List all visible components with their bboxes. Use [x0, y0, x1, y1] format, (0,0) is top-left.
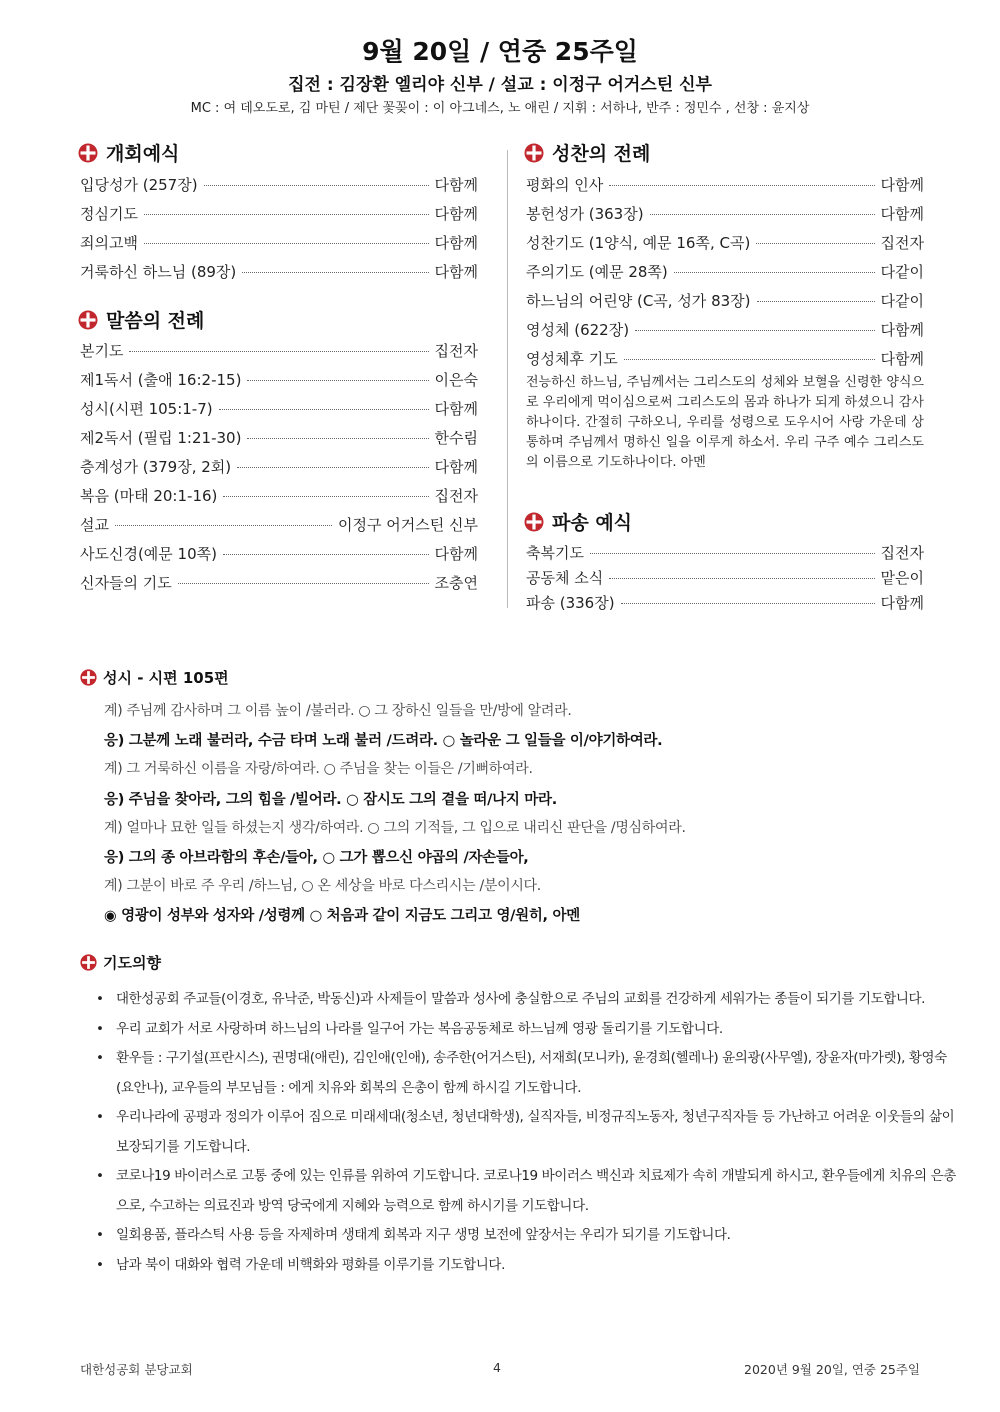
- leader-dots: [650, 214, 875, 215]
- leader-dots: [757, 301, 875, 302]
- liturgy-item: 복음 (마태 20:1-16): [80, 487, 218, 505]
- liturgy-row: [526, 542, 924, 567]
- liturgy-row: [80, 398, 478, 427]
- red-cross-icon: [78, 143, 98, 163]
- red-cross-icon: [80, 669, 97, 686]
- intention-item: • 우리 교회가 서로 사랑하며 하느님의 나라를 일구어 가는 복음공동체로 하느님께 영광 돌리기를 기도합니다.: [96, 1015, 956, 1045]
- liturgy-role: 다함께: [434, 205, 478, 223]
- intention-item: • 코로나19 바이러스로 고통 중에 있는 인류를 위하여 기도합니다. 코로나19 바이러스 백신과 치료제가 속히 개발되게 하시고, 환우들에게 치유의 은총으로, 수고하는 의료진과 방역 당국에게 지혜와 능력으로 함께 하시기를 기도합니다.: [96, 1162, 956, 1221]
- psalm-line: 계) 주님께 감사하며 그 이름 높이 /불러라. ○ 그 장하신 일들을 만/방에 알려라.: [104, 703, 572, 719]
- leader-dots: [609, 185, 874, 186]
- liturgy-item: 봉헌성가 (363장): [526, 205, 644, 223]
- liturgy-role: 다함께: [880, 321, 924, 339]
- leader-dots: [635, 330, 874, 331]
- leader-dots: [144, 214, 429, 215]
- liturgy-item: 설교: [80, 516, 109, 534]
- leader-dots: [237, 467, 428, 468]
- section-gathering-title: 개회예식: [106, 143, 180, 165]
- liturgy-item: 제2독서 (필립 1:21-30): [80, 429, 242, 447]
- intentions-title: 기도의향: [103, 954, 161, 972]
- leader-dots: [223, 496, 428, 497]
- red-cross-icon: [80, 954, 97, 971]
- column-divider: [507, 150, 508, 608]
- liturgy-item: 하느님의 어린양 (C곡, 성가 83장): [526, 292, 751, 310]
- word-list: [80, 340, 478, 601]
- liturgy-role: 다같이: [880, 292, 924, 310]
- leader-dots: [178, 583, 429, 584]
- liturgy-role: 다함께: [434, 234, 478, 252]
- liturgy-role: 다같이: [880, 263, 924, 281]
- post-communion-prayer: 전능하신 하느님, 주님께서는 그리스도의 성체와 보혈을 신령한 양식으로 우리에게 먹이심으로써 그리스도의 몸과 하나가 되게 하셨으니 감사하나이다. 간절히 구하오니, 우리를 성령으로 도우시어 사랑 가운데 상통하며 주님께서 명하신 일을 이루게 하소서. 우리 구주 예수 그리스도의 이름으로 기도하나이다. 아멘: [526, 375, 924, 470]
- leader-dots: [756, 243, 874, 244]
- liturgy-row: [80, 485, 478, 514]
- liturgy-item: 성시(시편 105:1-7): [80, 400, 213, 418]
- leader-dots: [115, 525, 332, 526]
- liturgy-role: 집전자: [434, 342, 478, 360]
- liturgy-role: 집전자: [880, 544, 924, 562]
- leader-dots: [624, 359, 875, 360]
- psalm-line: 계) 그분이 바로 주 우리 /하느님, ○ 온 세상을 바로 다스리시는 /분이시다.: [104, 878, 541, 895]
- dismissal-list: [526, 542, 924, 617]
- page-title: 9월 20일 / 연중 25주일: [362, 37, 638, 66]
- psalm-line: ◉ 영광이 성부와 성자와 /성령께 ○ 처음과 같이 지금도 그리고 영/원히, 아멘: [104, 908, 580, 925]
- liturgy-item: 사도신경(예문 10쪽): [80, 545, 217, 563]
- liturgy-row: [80, 572, 478, 601]
- liturgy-role: 다함께: [880, 176, 924, 194]
- section-eucharist-heading: [524, 139, 650, 166]
- liturgy-row: [80, 261, 478, 290]
- liturgy-item: 축복기도: [526, 544, 584, 562]
- liturgy-role: 집전자: [434, 487, 478, 505]
- leader-dots: [247, 380, 428, 381]
- psalm-text: [104, 700, 964, 934]
- leader-dots: [144, 243, 429, 244]
- liturgy-role: 이정구 어거스틴 신부: [338, 516, 478, 534]
- leader-dots: [674, 272, 875, 273]
- liturgy-row: [80, 174, 478, 203]
- eucharist-list: [526, 174, 924, 377]
- section-word-heading: [78, 306, 204, 333]
- liturgy-row: [80, 340, 478, 369]
- liturgy-row: [526, 261, 924, 290]
- psalm-line: 응) 그의 종 아브라함의 후손/들아, ○ 그가 뽑으신 야곱의 /자손들아,: [104, 849, 529, 866]
- liturgy-row: [526, 319, 924, 348]
- liturgy-item: 신자들의 기도: [80, 574, 172, 592]
- liturgy-item: 입당성가 (257장): [80, 176, 198, 194]
- liturgy-item: 영성체 (622장): [526, 321, 630, 339]
- liturgy-role: 한수림: [434, 429, 478, 447]
- liturgy-role: 다함께: [434, 263, 478, 281]
- leader-dots: [204, 185, 429, 186]
- leader-dots: [247, 438, 428, 439]
- ministers-line: MC : 여 데오도로, 김 마틴 / 제단 꽃꽂이 : 이 아그네스, 노 애린 / 지휘 : 서하나, 반주 : 정민수 , 선창 : 윤지상: [190, 101, 810, 116]
- liturgy-item: 성찬기도 (1양식, 예문 16쪽, C곡): [526, 234, 751, 252]
- liturgy-role: 다함께: [434, 545, 478, 563]
- section-word-title: 말씀의 전례: [106, 310, 205, 332]
- liturgy-role: 다함께: [880, 594, 924, 612]
- leader-dots: [621, 603, 875, 604]
- intention-item: • 환우들 : 구기설(프란시스), 권명대(애린), 김인애(인애), 송주한(어거스틴), 서재희(모니카), 윤경희(헬레나) 윤의광(사무엘), 장윤자(마가렛), 황영숙(요안나), 교우들의 부모님들 : 에게 치유와 회복의 은총이 함께 하시길 기도합니다.: [96, 1044, 956, 1103]
- footer-page-number: 4: [493, 1360, 501, 1375]
- liturgy-item: 파송 (336장): [526, 594, 615, 612]
- psalm-line: 계) 그 거룩하신 이름을 자랑/하여라. ○ 주님을 찾는 이들은 /기뻐하여라.: [104, 761, 533, 778]
- psalm-line: 계) 얼마나 묘한 일들 하셨는지 생각/하여라. ○ 그의 기적들, 그 입으로 내리신 판단을 /명심하여라.: [104, 819, 686, 836]
- leader-dots: [129, 351, 428, 352]
- psalm-line: 응) 그분께 노래 불러라, 수금 타며 노래 불러 /드려라. ○ 놀라운 그 일들을 이/야기하여라.: [104, 733, 663, 750]
- intention-item: • 우리나라에 공평과 정의가 이루어 짐으로 미래세대(청소년, 청년대학생), 실직자들, 비정규직노동자, 청년구직자들 등 가난하고 어려운 이웃들의 삶이 보장되기를 기도합니다.: [96, 1103, 956, 1162]
- liturgy-row: [526, 567, 924, 592]
- liturgy-row: [80, 369, 478, 398]
- liturgy-row: [526, 290, 924, 319]
- liturgy-row: [80, 543, 478, 572]
- liturgy-item: 평화의 인사: [526, 176, 604, 194]
- liturgy-item: 본기도: [80, 342, 124, 360]
- liturgy-row: [80, 514, 478, 543]
- intention-item: • 일회용품, 플라스틱 사용 등을 자제하며 생태계 회복과 지구 생명 보전에 앞장서는 우리가 되기를 기도합니다.: [96, 1221, 956, 1251]
- liturgy-row: [80, 427, 478, 456]
- section-eucharist-title: 성찬의 전례: [552, 143, 651, 165]
- psalm-heading: [80, 667, 229, 688]
- leader-dots: [590, 553, 875, 554]
- liturgy-role: 다함께: [880, 205, 924, 223]
- leader-dots: [223, 554, 429, 555]
- liturgy-item: 제1독서 (출애 16:2-15): [80, 371, 242, 389]
- intention-item: • 대한성공회 주교들(이경호, 유낙준, 박동신)과 사제들이 말씀과 성사에 충실함으로 주님의 교회를 건강하게 세워가는 종들이 되기를 기도합니다.: [96, 985, 956, 1015]
- liturgy-row: [80, 203, 478, 232]
- red-cross-icon: [524, 143, 544, 163]
- liturgy-item: 거룩하신 하느님 (89장): [80, 263, 237, 281]
- liturgy-row: [80, 456, 478, 485]
- footer-date: 2020년 9월 20일, 연중 25주일: [744, 1362, 920, 1377]
- psalm-line: 응) 주님을 찾아라, 그의 힘을 /빌어라. ○ 잠시도 그의 곁을 떠/나지 마라.: [104, 791, 557, 808]
- liturgy-role: 다함께: [880, 350, 924, 368]
- psalm-title: 성시 - 시편 105편: [103, 669, 229, 687]
- gathering-list: [80, 174, 478, 290]
- liturgy-item: 영성체후 기도: [526, 350, 618, 368]
- liturgy-role: 조충연: [434, 574, 478, 592]
- leader-dots: [219, 409, 429, 410]
- liturgy-item: 주의기도 (예문 28쪽): [526, 263, 668, 281]
- liturgy-row: [526, 232, 924, 261]
- intentions-list: [96, 985, 956, 1280]
- intentions-heading: [80, 952, 161, 973]
- liturgy-role: 다함께: [434, 400, 478, 418]
- intention-item: • 남과 북이 대화와 협력 가운데 비핵화와 평화를 이루기를 기도합니다.: [96, 1251, 956, 1281]
- celebrant-preacher: 집전 : 김장환 엘리야 신부 / 설교 : 이정구 어거스틴 신부: [288, 75, 712, 95]
- liturgy-row: [526, 174, 924, 203]
- section-dismissal-heading: [524, 508, 632, 535]
- liturgy-row: [526, 592, 924, 617]
- liturgy-role: 맡은이: [880, 569, 924, 587]
- footer-church-name: 대한성공회 분당교회: [80, 1362, 193, 1377]
- liturgy-item: 죄의고백: [80, 234, 138, 252]
- section-gathering-heading: [78, 139, 179, 166]
- liturgy-row: [80, 232, 478, 261]
- leader-dots: [242, 272, 428, 273]
- section-dismissal-title: 파송 예식: [552, 512, 633, 534]
- liturgy-item: 공동체 소식: [526, 569, 604, 587]
- liturgy-item: 층계성가 (379장, 2회): [80, 458, 232, 476]
- liturgy-role: 다함께: [434, 458, 478, 476]
- liturgy-role: 이은숙: [434, 371, 478, 389]
- red-cross-icon: [78, 310, 98, 330]
- red-cross-icon: [524, 512, 544, 532]
- leader-dots: [609, 578, 874, 579]
- liturgy-item: 정심기도: [80, 205, 138, 223]
- liturgy-row: [526, 203, 924, 232]
- liturgy-role: 집전자: [880, 234, 924, 252]
- liturgy-role: 다함께: [434, 176, 478, 194]
